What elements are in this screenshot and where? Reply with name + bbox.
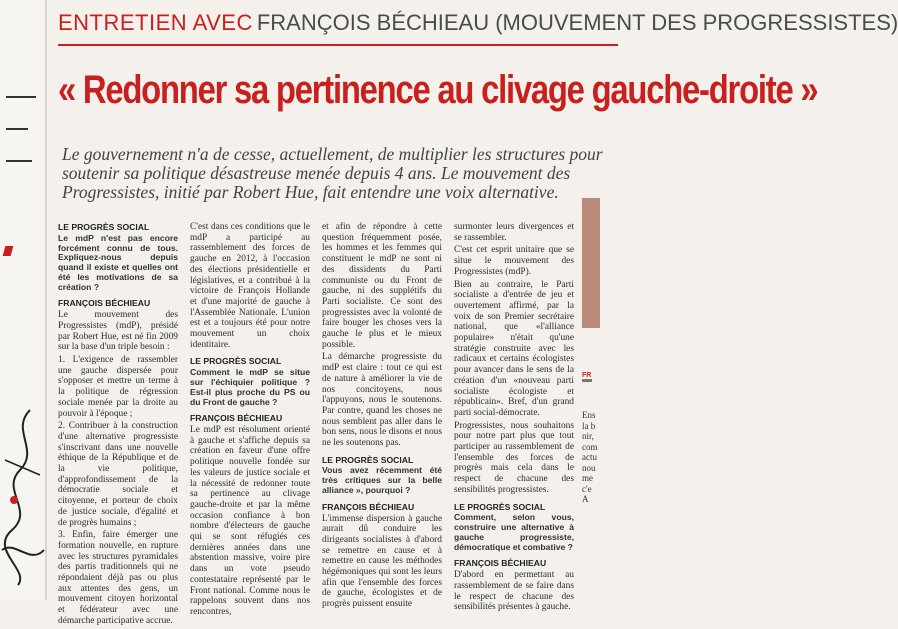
section-header [58,10,898,38]
answer-paragraph: 3. Enfin, faire émerger une formation nouvelle, en rupture avec les structures pyramidales des partis traditionnels qui ne répondaient déjà pas ou plus aux attentes des gens, un mouvement citoyen horizontal et fédérateur avec une démarche participative accrue. [58,530,178,626]
interviewee-label: FRANÇOIS BÉCHIEAU [58,298,151,309]
margin-rule [6,160,32,162]
answer-paragraph: 2. Contribuer à la construction d'une alternative progressiste s'inscrivant dans une nouvelle éthique de la République et de la vie politique, d'approfondissement de la démocratie sociale et citoyenne, et porteur de choix de justice sociale, d'égalité et de progrès humains ; [58,421,178,528]
question: Comment le mdP se situe sur l'échiquier politique ? Est-il plus proche du PS ou du Front de gauche ? [190,367,310,407]
photo-caption [582,372,600,396]
header-kicker: ENTRETIEN AVEC [58,10,253,35]
interviewee-label: FRANÇOIS BÉCHIEAU [454,558,547,569]
answer-paragraph: et afin de répondre à cette question fréquemment posée, les hommes et les femmes qui constituent le mdP ne sont ni des dissidents du Parti communiste ou du Front de gauche, ni des supplétifs du Parti socialiste. Ce sont des progressistes avec la volonté de faire bouger les choses vers la gauche le plus et le mieux possible. [322,222,442,350]
answer-paragraph: Le mdP est résolument orienté à gauche et s'affiche depuis sa création en faveur d'une offre politique nouvelle fondée sur les valeurs de justice sociale et la nécessité de redonner toute sa pertinence au clivage gauche-droite et par la même occasion confiance à bon nombre d'électeurs de gauche qui se sont réfugiés ces dernières années dans une abstention massive, voire pire dans un vote pseudo contestataire représenté par le Front national. Comme nous le rappelons souvent dans nos rencontres, [190,425,310,617]
answer-paragraph: La démarche progressiste du mdP est claire : tout ce qui est de nature à améliorer la vie de nos concitoyens, nous l'appuyons, nous le soutenons. Par contre, quand les choses ne nous semblent pas aller dans le bon sens, nous le disons et nous ne les soutenons pas. [322,352,442,449]
interviewee-label: FRANÇOIS BÉCHIEAU [190,413,283,424]
ink-drawing-icon [0,400,46,590]
side-fragment: nou [582,462,596,473]
answer-paragraph: Le mouvement des Progressistes (mdP), présidé par Robert Hue, est né fin 2009 sur la base d'un triple besoin : [58,310,178,353]
answer-paragraph: C'est cet esprit unitaire que se situe le mouvement des Progressistes (mdP). [454,245,574,277]
side-fragment: Ens [582,410,596,420]
question: Le mdP n'est pas encore forcément connu de tous. Expliquez-nous depuis quand il existe et quelles ont été les motivations de sa création ? [58,232,178,292]
answer-paragraph: surmonter leurs divergences et se rassembler. [454,222,574,243]
side-fragment: la b [582,420,596,431]
portrait-photo [582,198,600,328]
lead-paragraph: Le gouvernement n'a de cesse, actuellement, de multiplier les structures pour soutenir sa politique désastreuse menée depuis 4 ans. Le mouvement des Progressistes, initié par Robert Hue, fait entendre une voix alternative. [62,144,603,202]
interviewer-label: LE PROGRÈS SOCIAL [58,222,150,232]
headline: « Redonner sa pertinence au clivage gauche-droite » [58,68,818,112]
answer-paragraph: 1. L'exigence de rassembler une gauche dispersée pour s'opposer et mettre un terme à la politique de régression sociale menée par la droite au pouvoir à l'époque ; [58,355,178,419]
side-fragment: c'e [582,483,592,494]
article-column-1 [58,222,178,629]
interviewer-label: LE PROGRÈS SOCIAL [454,501,546,512]
answer-paragraph: D'abord en permettant au rassemblement de se faire dans le respect de chacune des sensibilités présentes à gauche. [454,570,574,613]
interviewer-label: LE PROGRÈS SOCIAL [322,454,414,465]
header-subject: FRANÇOIS BÉCHIEAU (MOUVEMENT DES PROGRESSISTES) [256,10,898,35]
header-rule [58,44,618,46]
answer-paragraph: Bien au contraire, le Parti socialiste a d'entrée de jeu et ouvertement affirmé, par la voix de son Premier secrétaire national, que «l'alliance populaire» n'était qu'une stratégie construite avec les radicaux et certains écologistes pour avancer dans le sens de la création d'un «nouveau parti socialiste écologiste et républicain». Bref, d'un grand parti social-démocrate. [454,279,574,418]
question: Comment, selon vous, construire une alternative à gauche progressiste, démocratique et combative ? [454,512,574,552]
side-fragment: com [582,441,598,452]
side-fragment: A [582,494,589,504]
side-fragment: actu [582,452,597,462]
margin-rule [6,96,36,98]
article-column-4 [454,222,574,615]
photo-caption-text: FR [582,372,592,379]
side-fragment: nir, [582,431,594,441]
answer-paragraph: Progressistes, nous souhaitons pour notre part plus que tout participer au rassemblement de l'ensemble des forces de progrès mais cela dans le respect de chacune des sensibilités progressistes. [454,420,574,495]
side-column [582,410,600,505]
article-column-2 [190,222,310,620]
question: Vous avez récemment été très critiques sur la belle alliance », pourquoi ? [322,465,442,496]
answer-paragraph: L'immense dispersion à gauche aurait dû conduire les dirigeants socialistes à d'abord se remettre en cause et à remettre en cause les méthodes hégémoniques qui sont les leurs afin que l'ensemble des forces de gauche, écologistes et de progrès puissent ensuite [322,513,442,610]
caption-line [582,379,592,382]
side-fragment: me [582,473,593,483]
interviewer-label: LE PROGRÈS SOCIAL [190,356,282,367]
answer-paragraph: C'est dans ces conditions que le mdP a participé au rassemblement des forces de gauche en 2012, à l'occasion des élections présidentielle et législatives, et a contribué à la victoire de François Hollande et d'une majorité de gauche à l'Assemblée Nationale. L'union est et a toujours été pour notre mouvement un choix identitaire. [190,222,310,350]
margin-rule [6,128,28,130]
interviewee-label: FRANÇOIS BÉCHIEAU [322,501,415,512]
article-column-3 [322,222,442,612]
